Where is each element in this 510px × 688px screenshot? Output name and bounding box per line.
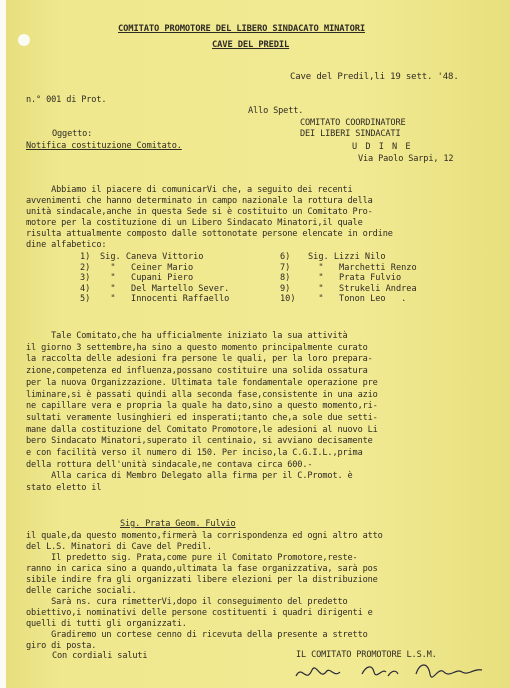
- recipient-street: Via Paolo Sarpi, 12: [358, 154, 454, 164]
- page-left-edge: [0, 0, 6, 688]
- text-line: quelli di tutti gli organizzati.: [26, 619, 187, 629]
- text-line: avvenimenti che hanno determinato in campo nazionale la rottura della: [26, 196, 373, 206]
- text-line: ne capillare vera e propria la quale ha dato,sino a questo momento,ri-: [26, 401, 378, 412]
- text-line: il giorno 3 settembre,ha sino a questo momento principalmente curato: [26, 342, 368, 353]
- member-right: " Marchetti Renzo: [308, 262, 417, 273]
- org-title: COMITATO PROMOTORE DEL LIBERO SINDACATO MINATORI: [118, 24, 366, 34]
- member-right: " Strukeli Andrea: [308, 283, 417, 294]
- text-line: Il predetto sig. Prata,come pure il Comitato Promotore,reste-: [26, 553, 358, 563]
- subject-text: Notifica costituzione Comitato.: [26, 141, 182, 151]
- member-n: 5): [80, 294, 91, 304]
- handwritten-signatures: [292, 658, 502, 688]
- text-line: Alla carica di Membro Delegato alla firma per il C.Promot. è: [26, 471, 353, 482]
- text-line: zione,competenza ed influenza,possano costituire una solida ossatura: [26, 366, 368, 377]
- text-line: obiettivo,i nominativi delle persone costituenti i quadri dirigenti e: [26, 608, 373, 618]
- member-n: 1): [80, 252, 91, 262]
- member-row: [28, 284, 488, 295]
- text-line: delle cariche sociali.: [26, 586, 137, 596]
- text-line: e con facilità verso il numero di 150. Per inciso,la C.G.I.L.,prima: [26, 448, 363, 458]
- member-right: " Tonon Leo .: [308, 294, 407, 304]
- member-left: " Cupani Piero: [100, 273, 194, 283]
- member-m: 7): [280, 262, 291, 273]
- member-m: 10): [280, 294, 296, 304]
- subject-label: Oggetto:: [52, 129, 93, 139]
- member-n: 4): [80, 283, 91, 294]
- member-right: Sig. Lizzi Nilo: [308, 252, 386, 262]
- signature-2: [362, 667, 398, 676]
- text-line: unità sindacale,anche in questa Sede si è costituito un Comitato Pro-: [26, 207, 373, 217]
- member-left: " Innocenti Raffaello: [100, 294, 230, 304]
- text-line: per la nuova Organizzazione. Ultimata tale fondamentale operazione pre: [26, 377, 378, 388]
- recipient-name: COMITATO COORDINATORE: [300, 118, 406, 128]
- delegate-name: Sig. Prata Geom. Fulvio: [120, 519, 236, 529]
- text-line: stato eletto il: [26, 483, 102, 494]
- text-line: bero Sindacato Minatori,superato il centinaio, si avviano decisamente: [26, 436, 373, 447]
- signoff: IL COMITATO PROMOTORE L.S.M.: [296, 650, 437, 660]
- org-location: CAVE DEL PREDIL: [212, 40, 290, 50]
- member-row: [28, 252, 488, 263]
- text-line: Abbiamo il piacere di comunicarVi che, a seguito dei recenti: [26, 185, 353, 195]
- member-n: 2): [80, 262, 91, 273]
- member-row: [28, 294, 488, 305]
- member-left: Sig. Caneva Vittorio: [100, 252, 204, 262]
- place-date: Cave del Predil,li 19 sett. '48.: [290, 72, 459, 82]
- member-m: 8): [280, 273, 291, 283]
- punch-hole: [18, 34, 30, 46]
- text-line: Tale Comitato,che ha ufficialmente iniziato la sua attività: [26, 331, 348, 341]
- text-line: del L.S. Minatori di Cave del Predil.: [26, 542, 212, 552]
- text-line: ranno in carica sino a quando,ultimata la fase organizzativa, sarà pos: [26, 564, 378, 574]
- signature-1: [296, 668, 340, 676]
- recipient-city: U D I N E: [352, 142, 413, 152]
- text-line: liminare,si è passati quindi alla seconda fase,consistente in una azio: [26, 389, 378, 400]
- recipient-name-2: DEI LIBERI SINDACATI: [300, 129, 401, 139]
- protocol-number: n.° 001 di Prot.: [26, 95, 107, 105]
- recipient-salutation: Allo Spett.: [248, 106, 304, 116]
- member-left: " Ceiner Mario: [100, 262, 194, 273]
- member-right: " Prata Fulvio: [308, 273, 402, 283]
- member-row: [28, 263, 488, 274]
- text-line: sibile indire fra gli organizzati libere elezioni per la distribuzione: [26, 575, 378, 585]
- member-left: " Del Martello Sever.: [100, 283, 230, 294]
- closing-greeting: Con cordiali saluti: [52, 651, 148, 661]
- text-line: la raccolta delle adesioni fra persone le quali, per la loro prepara-: [26, 354, 373, 365]
- member-n: 3): [80, 273, 91, 283]
- members-list: [28, 252, 488, 305]
- member-m: 9): [280, 283, 291, 294]
- text-line: motore per la costituzione di un Libero Sindacato Minatori,il quale: [26, 218, 363, 228]
- text-line: mane dalla costituzione del Comitato Promotore,le adesioni al nuovo Li: [26, 424, 378, 435]
- text-line: Gradiremo un cortese cenno di ricevuta della presente a stretto: [26, 630, 368, 640]
- member-m: 6): [280, 252, 291, 262]
- text-line: risulta attualmente composto dalle sottonotate persone elencate in ordine: [26, 229, 393, 239]
- text-line: il quale,da questo momento,firmerà la corrispondenza ed ogni altro atto: [26, 531, 383, 541]
- text-line: giro di posta.: [26, 641, 97, 651]
- text-line: dine alfabetico:: [26, 240, 107, 250]
- text-line: sultati veramente lusinghieri ed insperati;tanto che,a sole due setti-: [26, 412, 378, 423]
- text-line: della rottura dell'unità sindacale,ne contava circa 600.-: [26, 459, 313, 470]
- signature-3: [416, 665, 482, 677]
- member-row: [28, 273, 488, 284]
- text-line: Sarà ns. cura rimetterVi,dopo il conseguimento del predetto: [26, 597, 348, 607]
